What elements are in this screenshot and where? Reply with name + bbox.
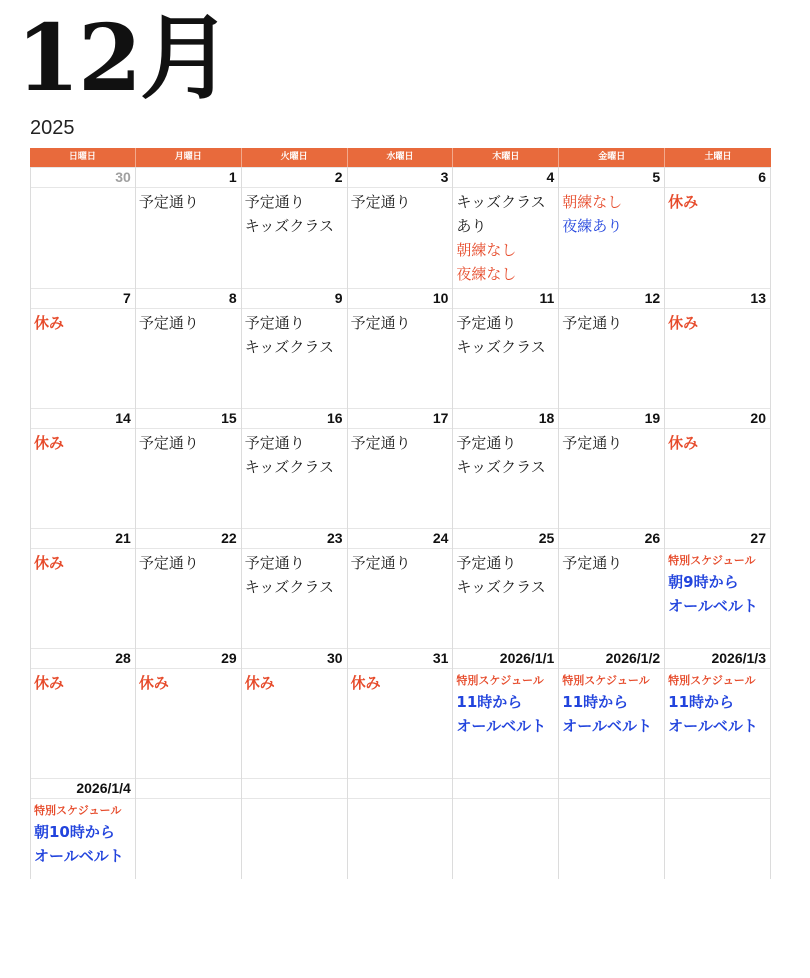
event-item[interactable]: 予定通り (138, 314, 199, 332)
day-number: 9 (242, 288, 347, 309)
event-list (242, 188, 347, 238)
event-list (559, 309, 664, 335)
event-list (348, 549, 453, 575)
day-cell[interactable] (30, 778, 136, 879)
day-cell[interactable] (136, 167, 242, 288)
day-cell[interactable] (242, 778, 348, 879)
event-item[interactable]: 夜練あり (562, 217, 623, 235)
event-item[interactable]: 予定通り (350, 434, 411, 452)
event-list (559, 188, 664, 238)
event-item[interactable]: 予定通り (244, 314, 305, 332)
event-list (665, 669, 770, 738)
event-list (31, 309, 135, 335)
event-list (665, 549, 770, 618)
event-list (665, 188, 770, 214)
day-number: 12 (559, 288, 664, 309)
day-number (559, 778, 664, 799)
day-number: 23 (242, 528, 347, 549)
event-item[interactable]: 予定通り (244, 434, 305, 452)
event-list (136, 799, 241, 801)
day-cell[interactable] (242, 648, 348, 778)
day-cell[interactable] (453, 288, 559, 408)
event-list (559, 429, 664, 455)
event-item[interactable]: 朝練なし (562, 193, 623, 211)
day-number: 17 (348, 408, 453, 429)
event-item[interactable]: 休み (34, 674, 65, 692)
event-item[interactable]: 特別スケジュール (456, 674, 544, 687)
day-cell[interactable] (453, 408, 559, 528)
event-item[interactable]: 休み (668, 193, 699, 211)
event-item[interactable]: 休み (668, 434, 699, 452)
day-cell[interactable] (453, 648, 559, 778)
day-cell[interactable] (559, 648, 665, 778)
week-row (30, 528, 771, 648)
day-cell[interactable] (559, 167, 665, 288)
event-item[interactable]: 休み (34, 314, 65, 332)
event-item[interactable]: 特別スケジュール (668, 554, 756, 567)
weekday-thu: 木曜日 (453, 148, 559, 167)
day-cell[interactable] (348, 528, 454, 648)
event-list (665, 799, 770, 801)
day-cell[interactable] (136, 778, 242, 879)
event-item[interactable]: 休み (244, 674, 275, 692)
day-number: 2026/1/2 (559, 648, 664, 669)
event-list (559, 799, 664, 801)
week-row (30, 408, 771, 528)
day-number: 15 (136, 408, 241, 429)
event-item[interactable]: 予定通り (350, 193, 411, 211)
day-number: 30 (31, 167, 135, 188)
event-item[interactable]: 夜練なし (456, 265, 517, 283)
event-list (559, 669, 664, 738)
year-label: 2025 (30, 117, 75, 139)
day-cell[interactable] (136, 288, 242, 408)
day-cell[interactable] (136, 528, 242, 648)
day-number: 11 (453, 288, 558, 309)
weeks-container (30, 167, 771, 879)
day-number: 29 (136, 648, 241, 669)
week-row (30, 778, 771, 879)
day-number: 16 (242, 408, 347, 429)
day-number: 20 (665, 408, 770, 429)
event-item[interactable]: 予定通り (138, 193, 199, 211)
day-number: 30 (242, 648, 347, 669)
day-cell[interactable] (30, 528, 136, 648)
event-item[interactable]: 休み (34, 554, 65, 572)
event-list (665, 429, 770, 455)
day-cell[interactable] (30, 167, 136, 288)
day-cell[interactable] (242, 167, 348, 288)
weekday-wed: 水曜日 (348, 148, 454, 167)
event-item[interactable]: あり (456, 217, 487, 235)
event-list (242, 549, 347, 599)
day-number: 28 (31, 648, 135, 669)
day-cell[interactable] (665, 408, 771, 528)
day-number (242, 778, 347, 799)
day-cell[interactable] (559, 778, 665, 879)
event-item[interactable]: キッズクラス (456, 193, 546, 211)
day-cell[interactable] (136, 648, 242, 778)
day-cell[interactable] (30, 288, 136, 408)
day-cell[interactable] (559, 408, 665, 528)
calendar-grid (30, 148, 771, 879)
weekday-tue: 火曜日 (242, 148, 348, 167)
day-cell[interactable] (559, 528, 665, 648)
day-number: 18 (453, 408, 558, 429)
event-item[interactable]: 特別スケジュール (668, 674, 756, 687)
event-list (136, 429, 241, 455)
day-cell[interactable] (242, 288, 348, 408)
day-cell[interactable] (30, 648, 136, 778)
event-list (453, 549, 558, 599)
event-list (453, 799, 558, 801)
day-cell[interactable] (30, 408, 136, 528)
day-number: 31 (348, 648, 453, 669)
day-number: 26 (559, 528, 664, 549)
month-title: 12月 (16, 4, 231, 112)
day-cell[interactable] (348, 408, 454, 528)
event-item[interactable]: 11時から (562, 693, 629, 711)
event-list (136, 309, 241, 335)
day-number: 2026/1/1 (453, 648, 558, 669)
week-row (30, 167, 771, 288)
event-item[interactable]: キッズクラス (456, 458, 546, 476)
event-item[interactable]: オールベルト (668, 717, 758, 735)
event-list (31, 669, 135, 695)
event-item[interactable]: 予定通り (456, 554, 517, 572)
event-item[interactable]: 予定通り (562, 554, 623, 572)
day-number: 14 (31, 408, 135, 429)
event-item[interactable]: オールベルト (456, 717, 547, 735)
week-row (30, 648, 771, 778)
event-item[interactable]: 朝10時から (34, 823, 115, 841)
event-item[interactable]: 朝9時から (668, 573, 739, 591)
event-item[interactable]: 予定通り (138, 554, 199, 572)
event-item[interactable]: キッズクラス (244, 338, 334, 356)
event-list (348, 669, 453, 695)
day-number: 24 (348, 528, 453, 549)
day-number (665, 778, 770, 799)
event-item[interactable]: オールベルト (562, 717, 652, 735)
event-item[interactable]: オールベルト (668, 597, 758, 615)
day-number: 22 (136, 528, 241, 549)
day-number: 7 (31, 288, 135, 309)
event-item[interactable]: 予定通り (456, 434, 517, 452)
event-list (242, 309, 347, 359)
day-number: 5 (559, 167, 664, 188)
event-item[interactable]: キッズクラス (244, 458, 334, 476)
event-list (242, 799, 347, 801)
day-number: 3 (348, 167, 453, 188)
day-cell[interactable] (348, 288, 454, 408)
event-list (348, 309, 453, 335)
event-item[interactable]: 休み (668, 314, 699, 332)
event-list (242, 429, 347, 479)
event-list (136, 669, 241, 695)
event-list (453, 309, 558, 359)
event-list (136, 188, 241, 214)
event-list (348, 429, 453, 455)
event-item[interactable]: 予定通り (244, 554, 305, 572)
event-item[interactable]: 予定通り (562, 434, 623, 452)
event-item[interactable]: 特別スケジュール (34, 804, 122, 817)
event-item[interactable]: 朝練なし (456, 241, 517, 259)
day-cell[interactable] (242, 408, 348, 528)
day-cell[interactable] (348, 648, 454, 778)
event-item[interactable]: 予定通り (244, 193, 305, 211)
day-cell[interactable] (453, 167, 559, 288)
event-item[interactable]: オールベルト (34, 847, 124, 865)
week-row (30, 288, 771, 408)
day-number (453, 778, 558, 799)
event-list (665, 309, 770, 335)
event-list (31, 429, 135, 455)
event-item[interactable]: 予定通り (456, 314, 517, 332)
event-item[interactable]: キッズクラス (456, 578, 546, 596)
day-number: 13 (665, 288, 770, 309)
event-list (453, 188, 558, 286)
event-item[interactable]: 特別スケジュール (562, 674, 650, 687)
event-list (348, 188, 453, 214)
event-list (453, 429, 558, 479)
day-number (348, 778, 453, 799)
day-cell[interactable] (665, 288, 771, 408)
weekday-sun: 日曜日 (30, 148, 136, 167)
day-number: 19 (559, 408, 664, 429)
weekday-fri: 金曜日 (559, 148, 665, 167)
day-cell[interactable] (136, 408, 242, 528)
event-item[interactable]: 予定通り (138, 434, 199, 452)
day-number: 1 (136, 167, 241, 188)
event-item[interactable]: 予定通り (350, 554, 411, 572)
event-list (348, 799, 453, 801)
event-list (559, 549, 664, 575)
event-list (242, 669, 347, 695)
day-number: 6 (665, 167, 770, 188)
day-number: 2026/1/3 (665, 648, 770, 669)
day-cell[interactable] (665, 528, 771, 648)
weekday-header (30, 148, 771, 167)
event-item[interactable]: キッズクラス (456, 338, 546, 356)
event-list (453, 669, 558, 738)
event-item[interactable]: 11時から (456, 693, 523, 711)
event-item[interactable]: キッズクラス (244, 217, 334, 235)
day-cell[interactable] (348, 778, 454, 879)
event-list (31, 799, 135, 868)
day-cell[interactable] (453, 778, 559, 879)
day-number: 2026/1/4 (31, 778, 135, 799)
day-cell[interactable] (665, 648, 771, 778)
day-number: 2 (242, 167, 347, 188)
day-number: 27 (665, 528, 770, 549)
day-cell[interactable] (348, 167, 454, 288)
event-list (136, 549, 241, 575)
day-number: 8 (136, 288, 241, 309)
day-cell[interactable] (559, 288, 665, 408)
day-number: 25 (453, 528, 558, 549)
day-number: 10 (348, 288, 453, 309)
event-item[interactable]: 予定通り (562, 314, 623, 332)
event-list (31, 549, 135, 575)
day-number: 21 (31, 528, 135, 549)
day-number: 4 (453, 167, 558, 188)
event-item[interactable]: キッズクラス (244, 578, 334, 596)
weekday-mon: 月曜日 (136, 148, 242, 167)
event-item[interactable]: 休み (34, 434, 65, 452)
event-list (31, 188, 135, 190)
event-item[interactable]: 休み (138, 674, 169, 692)
day-cell[interactable] (242, 528, 348, 648)
day-number (136, 778, 241, 799)
day-cell[interactable] (665, 167, 771, 288)
event-item[interactable]: 11時から (668, 693, 735, 711)
weekday-sat: 土曜日 (704, 152, 732, 162)
day-cell[interactable] (665, 778, 771, 879)
day-cell[interactable] (453, 528, 559, 648)
event-item[interactable]: 予定通り (350, 314, 411, 332)
event-item[interactable]: 休み (350, 674, 381, 692)
